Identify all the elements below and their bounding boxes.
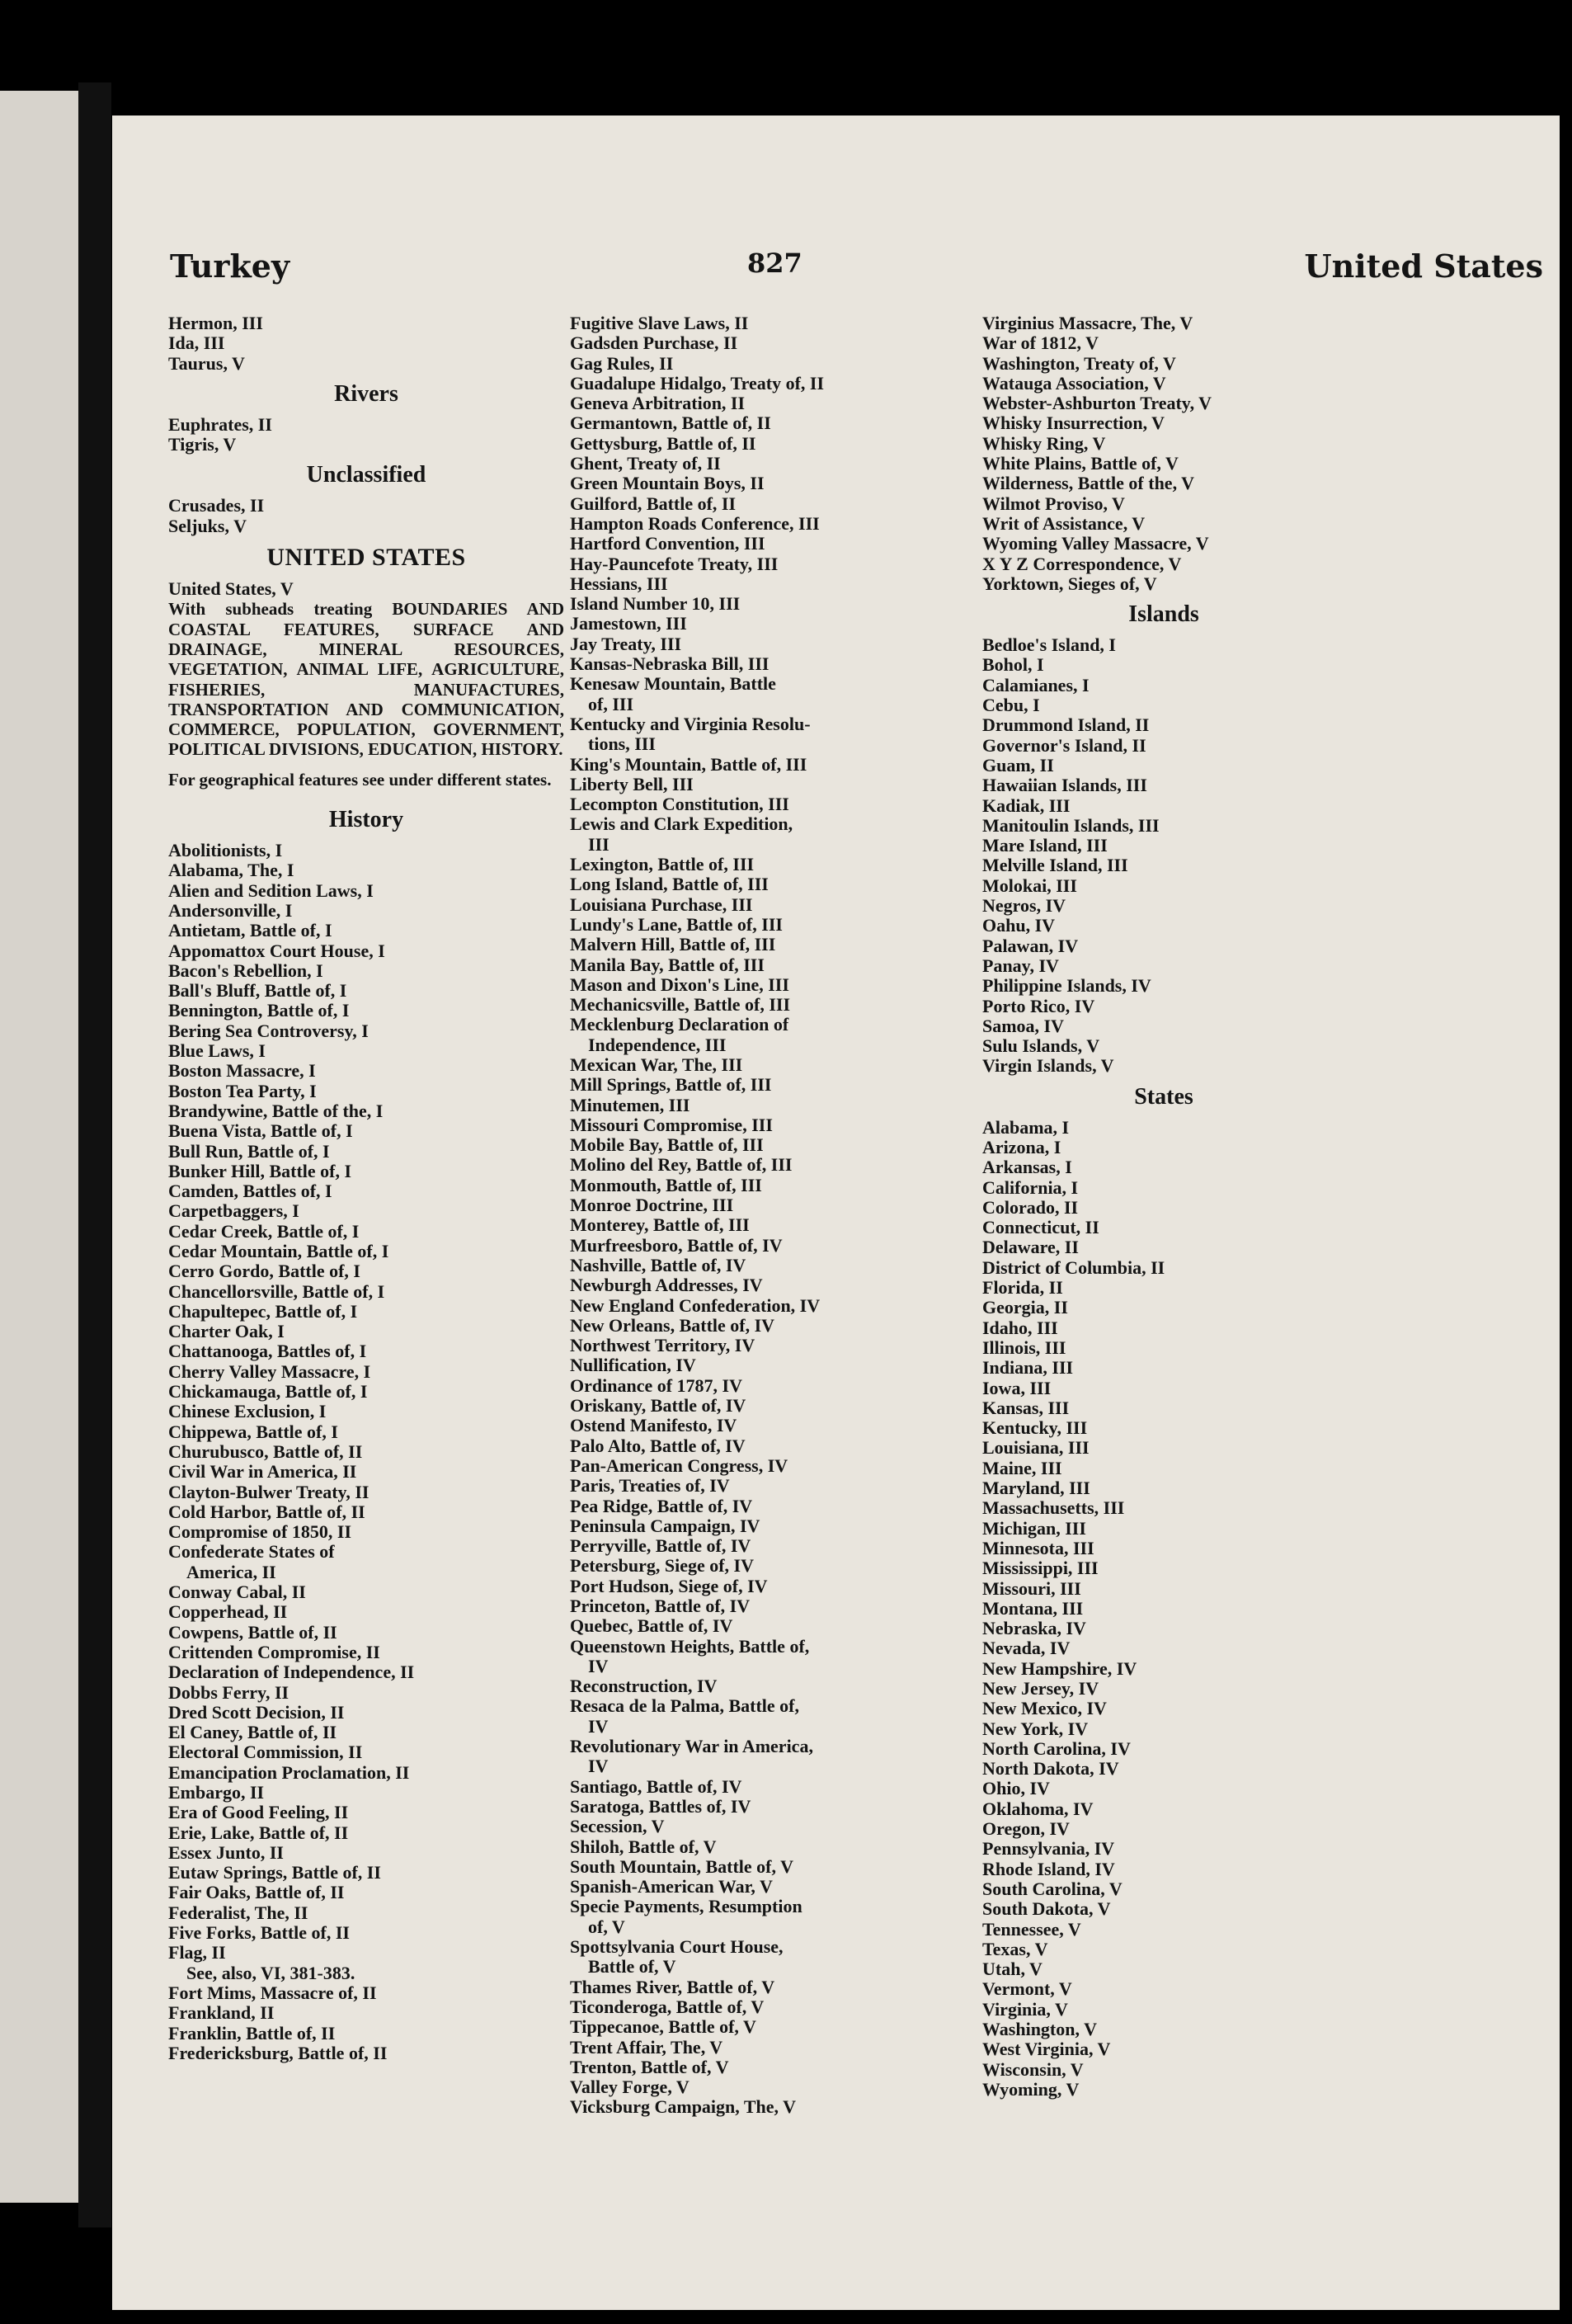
index-entry: Fredericksburg, Battle of, II: [168, 2042, 388, 2063]
index-entry: Kadiak, III: [982, 794, 1071, 816]
index-entry: Mason and Dixon's Line, III: [570, 973, 789, 995]
index-entry: Shiloh, Battle of, V: [570, 1836, 717, 1857]
index-entry: Oklahoma, IV: [982, 1798, 1094, 1819]
index-entry: Oriskany, Battle of, IV: [570, 1395, 746, 1417]
index-entry: Quebec, Battle of, IV: [570, 1615, 733, 1637]
index-entry: Molino del Rey, Battle of, III: [570, 1154, 793, 1176]
index-entry: Bacon's Rebellion, I: [168, 959, 323, 981]
index-entry: Iowa, III: [982, 1377, 1052, 1398]
index-entry: Connecticut, II: [982, 1217, 1099, 1238]
index-entry: Declaration of Independence, II: [168, 1662, 415, 1683]
index-entry: New Mexico, IV: [982, 1698, 1107, 1719]
index-entry: Gag Rules, II: [570, 352, 674, 374]
index-entry: Murfreesboro, Battle of, IV: [570, 1234, 783, 1256]
index-entry: Bohol, I: [982, 654, 1044, 676]
index-entry: North Dakota, IV: [982, 1758, 1119, 1780]
spacer: [168, 760, 564, 770]
index-entry: Hessians, III: [570, 573, 668, 594]
index-entry: Governor's Island, II: [982, 734, 1146, 756]
index-entry: Dobbs Ferry, II: [168, 1681, 289, 1703]
index-entry: Porto Rico, IV: [982, 995, 1095, 1016]
index-entry: Ghent, Treaty of, II: [570, 453, 721, 474]
index-entry: Kenesaw Mountain, Battle: [570, 673, 776, 695]
index-entry: Crittenden Compromise, II: [168, 1641, 380, 1662]
index-entry: Conway Cabal, II: [168, 1582, 306, 1603]
index-entry: Hawaiian Islands, III: [982, 775, 1147, 796]
index-entry-continuation: Independence, III: [588, 1034, 727, 1055]
index-entry: Hay-Pauncefote Treaty, III: [570, 553, 779, 574]
index-entry: Missouri, III: [982, 1577, 1081, 1599]
index-entry: South Carolina, V: [982, 1878, 1123, 1899]
index-entry: Princeton, Battle of, IV: [570, 1596, 751, 1616]
index-entry: Chickamauga, Battle of, I: [168, 1381, 368, 1402]
index-entry: Pan-American Congress, IV: [570, 1454, 788, 1476]
index-entry: Melville Island, III: [982, 855, 1128, 876]
index-entry: Flag, II: [168, 1942, 226, 1963]
index-entry: Panay, IV: [982, 955, 1059, 976]
index-entry: Louisiana Purchase, III: [570, 893, 753, 915]
index-entry: Lecompton Constitution, III: [570, 794, 789, 815]
index-entry: North Carolina, IV: [982, 1737, 1131, 1759]
index-entry: Mississippi, III: [982, 1558, 1099, 1579]
index-entry: Blue Laws, I: [168, 1040, 266, 1062]
index-entry: Washington, V: [982, 2019, 1097, 2040]
index-entry: Minnesota, III: [982, 1537, 1094, 1558]
index-entry-continuation: of, III: [588, 693, 634, 714]
index-entry: Taurus, V: [168, 352, 245, 374]
index-entry: Bull Run, Battle of, I: [168, 1140, 330, 1162]
index-entry: Lexington, Battle of, III: [570, 854, 755, 875]
subsection-heading: Islands: [1128, 601, 1199, 628]
page-number: 827: [747, 247, 802, 279]
index-entry: Dred Scott Decision, II: [168, 1701, 345, 1723]
index-entry-continuation: IV: [588, 1756, 609, 1777]
index-entry: Abolitionists, I: [168, 840, 283, 861]
index-entry: King's Mountain, Battle of, III: [570, 753, 807, 775]
index-entry: Confederate States of: [168, 1541, 335, 1563]
index-entry: Vermont, V: [982, 1978, 1072, 2000]
index-entry: Michigan, III: [982, 1517, 1086, 1539]
index-entry: Mecklenburg Declaration of: [570, 1014, 789, 1035]
index-entry: Kentucky, III: [982, 1417, 1088, 1439]
index-entry: Chapultepec, Battle of, I: [168, 1300, 358, 1322]
index-entry: Cedar Mountain, Battle of, I: [168, 1240, 389, 1261]
facing-page-edge: [0, 91, 78, 2203]
index-entry: Alabama, I: [982, 1116, 1070, 1138]
index-entry: Gettysburg, Battle of, II: [570, 432, 756, 454]
index-entry: Bennington, Battle of, I: [168, 1000, 350, 1021]
index-entry-continuation: IV: [588, 1715, 609, 1737]
index-entry: New Jersey, IV: [982, 1678, 1099, 1699]
page-gutter: [78, 82, 111, 2227]
index-entry: Erie, Lake, Battle of, II: [168, 1822, 349, 1843]
index-entry-continuation: III: [588, 833, 610, 855]
index-entry: Civil War in America, II: [168, 1461, 357, 1483]
index-entry-continuation: Battle of, V: [588, 1956, 676, 1978]
section-heading: UNITED STATES: [266, 544, 466, 572]
index-entry: Andersonville, I: [168, 899, 293, 921]
subsection-heading: States: [1134, 1083, 1193, 1110]
index-entry: Compromise of 1850, II: [168, 1521, 352, 1543]
index-entry: El Caney, Battle of, II: [168, 1722, 337, 1743]
index-entry: Clayton-Bulwer Treaty, II: [168, 1481, 369, 1502]
index-entry: Yorktown, Sieges of, V: [982, 573, 1157, 594]
index-entry: Drummond Island, II: [982, 714, 1150, 736]
index-entry: West Virginia, V: [982, 2039, 1111, 2060]
index-entry: Fort Mims, Massacre of, II: [168, 1982, 377, 2003]
index-entry: Nevada, IV: [982, 1638, 1071, 1659]
index-entry: Pea Ridge, Battle of, IV: [570, 1495, 753, 1516]
index-entry-continuation: of, V: [588, 1916, 625, 1937]
index-entry: Resaca de la Palma, Battle of,: [570, 1695, 799, 1717]
index-entry: Specie Payments, Resumption: [570, 1896, 802, 1917]
running-head-left: Turkey: [170, 247, 290, 285]
index-entry: Nullification, IV: [570, 1355, 696, 1376]
index-page: [112, 115, 1560, 2310]
index-entry: Jay Treaty, III: [570, 633, 682, 654]
index-entry: War of 1812, V: [982, 332, 1099, 354]
index-entry: Petersburg, Siege of, IV: [570, 1555, 755, 1577]
index-entry: Wilderness, Battle of the, V: [982, 473, 1195, 494]
index-entry: Wilmot Proviso, V: [982, 493, 1125, 514]
index-entry: Chinese Exclusion, I: [168, 1401, 327, 1422]
index-entry: Oregon, IV: [982, 1818, 1070, 1840]
index-entry: Euphrates, II: [168, 413, 272, 435]
index-entry: Guilford, Battle of, II: [570, 493, 737, 514]
index-entry: Newburgh Addresses, IV: [570, 1275, 763, 1296]
index-entry: Frankland, II: [168, 2002, 275, 2024]
index-entry: Tippecanoe, Battle of, V: [570, 2016, 756, 2038]
index-entry: Nebraska, IV: [982, 1618, 1086, 1639]
index-entry: Webster-Ashburton Treaty, V: [982, 393, 1212, 414]
index-entry: Kentucky and Virginia Resolu-: [570, 713, 811, 734]
index-entry: Camden, Battles of, I: [168, 1181, 332, 1202]
index-entry: Colorado, II: [982, 1196, 1079, 1218]
index-entry: Era of Good Feeling, II: [168, 1802, 349, 1823]
index-entry: Five Forks, Battle of, II: [168, 1922, 350, 1944]
index-entry: Calamianes, I: [982, 674, 1090, 695]
index-entry: New Hampshire, IV: [982, 1657, 1137, 1679]
index-entry: Geneva Arbitration, II: [570, 393, 746, 414]
index-entry: Jamestown, III: [570, 613, 687, 634]
subsection-heading: Rivers: [334, 380, 398, 407]
index-entry: Missouri Compromise, III: [570, 1114, 773, 1135]
index-entry: Valley Forge, V: [570, 2077, 690, 2098]
index-entry: Queenstown Heights, Battle of,: [570, 1635, 810, 1657]
index-entry: Nashville, Battle of, IV: [570, 1254, 746, 1275]
index-entry: Thames River, Battle of, V: [570, 1976, 775, 1997]
index-entry: South Mountain, Battle of, V: [570, 1855, 793, 1877]
index-entry: Gadsden Purchase, II: [570, 332, 738, 354]
index-entry: Eutaw Springs, Battle of, II: [168, 1862, 381, 1883]
index-entry: Negros, IV: [982, 895, 1066, 917]
index-entry: Boston Tea Party, I: [168, 1080, 317, 1101]
index-entry: Lewis and Clark Expedition,: [570, 813, 793, 835]
index-entry: Ticonderoga, Battle of, V: [570, 1996, 765, 2017]
index-entry: Tigris, V: [168, 434, 237, 455]
index-entry: Fugitive Slave Laws, II: [570, 313, 749, 333]
index-entry: Watauga Association, V: [982, 372, 1166, 394]
index-entry: New York, IV: [982, 1718, 1089, 1739]
index-entry: Northwest Territory, IV: [570, 1335, 755, 1356]
index-entry: Cebu, I: [982, 695, 1040, 716]
index-entry: Charter Oak, I: [168, 1321, 285, 1342]
index-column-3: [982, 313, 1345, 2100]
index-entry: Mill Springs, Battle of, III: [570, 1074, 772, 1096]
index-entry: Brandywine, Battle of the, I: [168, 1100, 384, 1121]
index-entry: Crusades, II: [168, 495, 265, 516]
note-paragraph: For geographical features see under different states.: [168, 769, 552, 790]
index-entry: Bunker Hill, Battle of, I: [168, 1160, 352, 1181]
index-entry: Georgia, II: [982, 1297, 1068, 1318]
index-entry-continuation: IV: [588, 1655, 609, 1676]
index-entry: Mobile Bay, Battle of, III: [570, 1134, 764, 1156]
index-entry: White Plains, Battle of, V: [982, 453, 1179, 474]
index-entry: Bedloe's Island, I: [982, 634, 1116, 656]
index-entry: Saratoga, Battles of, IV: [570, 1795, 751, 1817]
index-entry: Cold Harbor, Battle of, II: [168, 1501, 365, 1522]
index-entry: Montana, III: [982, 1597, 1084, 1619]
index-entry: Long Island, Battle of, III: [570, 874, 769, 895]
index-entry: Liberty Bell, III: [570, 773, 694, 794]
index-entry: Kansas-Nebraska Bill, III: [570, 653, 770, 675]
index-entry: Secession, V: [570, 1816, 665, 1837]
index-entry: Maryland, III: [982, 1478, 1090, 1499]
index-entry: Alien and Sedition Laws, I: [168, 879, 374, 901]
index-entry: Revolutionary War in America,: [570, 1736, 813, 1757]
spacer: [168, 790, 564, 799]
index-entry: United States, V: [168, 578, 294, 600]
index-entry-continuation: America, II: [186, 1561, 276, 1582]
index-entry: Hartford Convention, III: [570, 533, 765, 554]
index-entry: Virgin Islands, V: [982, 1055, 1114, 1077]
index-entry: Utah, V: [982, 1959, 1043, 1980]
index-entry: Wyoming Valley Massacre, V: [982, 533, 1209, 554]
index-entry: Embargo, II: [168, 1782, 265, 1803]
index-entry-continuation: See, also, VI, 381-383.: [186, 1962, 355, 1983]
index-entry: Seljuks, V: [168, 515, 247, 536]
index-entry: Cherry Valley Massacre, I: [168, 1360, 371, 1382]
index-entry-continuation: tions, III: [588, 733, 656, 755]
index-entry: Minutemen, III: [570, 1094, 690, 1115]
index-entry: Illinois, III: [982, 1336, 1066, 1358]
index-entry: Franklin, Battle of, II: [168, 2022, 336, 2044]
index-entry: Port Hudson, Siege of, IV: [570, 1575, 768, 1596]
index-entry: Maine, III: [982, 1457, 1062, 1478]
index-entry: Delaware, II: [982, 1237, 1079, 1258]
note-paragraph: With subheads treating BOUNDARIES AND COASTAL FEATURES, SURFACE AND DRAINAGE, MINERAL RESOURCES, VEGETATION, ANIMAL LIFE, AGRICULTURE, FISHERIES, MANUFACTURES, TRANSPORTATION AND COMMUNICATION, COMMERCE, POPULATION, GOVERNMENT, POLITICAL DIVISIONS, EDUCATION, HISTORY.: [168, 599, 564, 760]
index-entry: Samoa, IV: [982, 1015, 1065, 1036]
index-entry: Federalist, The, II: [168, 1902, 308, 1923]
index-entry: Hermon, III: [168, 313, 263, 333]
index-entry: Molokai, III: [982, 874, 1077, 896]
index-entry: Fair Oaks, Battle of, II: [168, 1882, 345, 1903]
running-head-right: United States: [1304, 247, 1543, 285]
index-entry: Kansas, III: [982, 1397, 1070, 1418]
index-entry: Rhode Island, IV: [982, 1858, 1115, 1879]
index-entry: Vicksburg Campaign, The, V: [570, 2096, 797, 2118]
index-entry: Antietam, Battle of, I: [168, 920, 332, 941]
index-entry: Washington, Treaty of, V: [982, 352, 1176, 374]
index-entry: Copperhead, II: [168, 1601, 288, 1623]
index-entry: Spanish-American War, V: [570, 1876, 773, 1897]
index-entry: Manitoulin Islands, III: [982, 814, 1160, 836]
index-entry: Virginius Massacre, The, V: [982, 313, 1193, 333]
index-entry: Pennsylvania, IV: [982, 1838, 1115, 1860]
index-entry: Bering Sea Controversy, I: [168, 1020, 369, 1041]
index-entry: Carpetbaggers, I: [168, 1200, 299, 1222]
index-entry: Massachusetts, III: [982, 1497, 1125, 1519]
index-entry: Mechanicsville, Battle of, III: [570, 994, 791, 1016]
index-entry: Indiana, III: [982, 1357, 1074, 1379]
index-entry: Spottsylvania Court House,: [570, 1936, 784, 1958]
index-entry: Perryville, Battle of, IV: [570, 1535, 751, 1557]
index-entry: Palo Alto, Battle of, IV: [570, 1435, 746, 1456]
index-column-2: [570, 313, 949, 2118]
index-entry: Electoral Commission, II: [168, 1742, 363, 1763]
index-column-1: [168, 313, 564, 2063]
index-entry: Island Number 10, III: [570, 593, 741, 615]
index-entry: Alabama, The, I: [168, 860, 294, 881]
index-entry: Whisky Insurrection, V: [982, 412, 1165, 434]
index-entry: Peninsula Campaign, IV: [570, 1515, 760, 1536]
index-entry: Virginia, V: [982, 1998, 1068, 2020]
index-entry: Palawan, IV: [982, 935, 1079, 956]
index-entry: Mare Island, III: [982, 835, 1108, 856]
index-entry: Germantown, Battle of, II: [570, 412, 771, 434]
index-entry: Arkansas, I: [982, 1157, 1072, 1178]
index-entry: Santiago, Battle of, IV: [570, 1775, 742, 1797]
index-entry: Chattanooga, Battles of, I: [168, 1341, 367, 1362]
index-entry: California, I: [982, 1176, 1079, 1198]
index-entry: Lundy's Lane, Battle of, III: [570, 913, 783, 935]
index-entry: Green Mountain Boys, II: [570, 473, 765, 494]
index-entry: Mexican War, The, III: [570, 1054, 743, 1075]
index-entry: Tennessee, V: [982, 1918, 1081, 1940]
index-entry: Louisiana, III: [982, 1437, 1090, 1459]
index-entry: Ohio, IV: [982, 1778, 1050, 1799]
index-entry: Wisconsin, V: [982, 2058, 1084, 2080]
index-entry: Idaho, III: [982, 1317, 1058, 1338]
index-entry: Arizona, I: [982, 1136, 1061, 1157]
index-entry: Appomattox Court House, I: [168, 940, 385, 961]
index-entry: Oahu, IV: [982, 915, 1056, 936]
index-entry: Whisky Ring, V: [982, 432, 1106, 454]
index-entry: Writ of Assistance, V: [982, 512, 1146, 534]
index-entry: Trenton, Battle of, V: [570, 2056, 729, 2077]
index-entry: Hampton Roads Conference, III: [570, 512, 820, 534]
index-entry: Cerro Gordo, Battle of, I: [168, 1261, 360, 1282]
index-entry: Reconstruction, IV: [570, 1676, 718, 1697]
index-entry: Monroe Doctrine, III: [570, 1195, 734, 1216]
index-entry: Ball's Bluff, Battle of, I: [168, 980, 347, 1002]
index-entry: New England Confederation, IV: [570, 1294, 821, 1316]
index-entry: Texas, V: [982, 1938, 1048, 1959]
index-entry: Churubusco, Battle of, II: [168, 1440, 363, 1462]
index-entry: Emancipation Proclamation, II: [168, 1761, 410, 1783]
index-entry: Guam, II: [982, 754, 1054, 775]
index-entry: Cedar Creek, Battle of, I: [168, 1220, 360, 1242]
index-entry: Paris, Treaties of, IV: [570, 1475, 730, 1497]
index-entry: Sulu Islands, V: [982, 1035, 1100, 1057]
index-entry: Essex Junto, II: [168, 1841, 284, 1863]
index-entry: Trent Affair, The, V: [570, 2036, 723, 2058]
index-entry: Manila Bay, Battle of, III: [570, 954, 765, 975]
index-entry: Malvern Hill, Battle of, III: [570, 934, 776, 955]
index-entry: District of Columbia, II: [982, 1256, 1165, 1278]
index-entry: Monmouth, Battle of, III: [570, 1174, 762, 1195]
index-entry: Ostend Manifesto, IV: [570, 1415, 737, 1436]
index-entry: X Y Z Correspondence, V: [982, 553, 1182, 574]
index-entry: Cowpens, Battle of, II: [168, 1621, 337, 1643]
index-entry: Chancellorsville, Battle of, I: [168, 1280, 385, 1302]
index-entry: Florida, II: [982, 1277, 1063, 1299]
subsection-heading: History: [328, 807, 404, 833]
index-entry: Ida, III: [168, 332, 225, 354]
index-entry: Ordinance of 1787, IV: [570, 1374, 742, 1396]
index-entry: Chippewa, Battle of, I: [168, 1421, 338, 1442]
index-entry: Boston Massacre, I: [168, 1060, 316, 1082]
index-entry: Philippine Islands, IV: [982, 975, 1151, 997]
index-entry: Guadalupe Hidalgo, Treaty of, II: [570, 372, 825, 394]
subsection-heading: Unclassified: [306, 462, 426, 488]
index-entry: New Orleans, Battle of, IV: [570, 1314, 775, 1336]
index-entry: Monterey, Battle of, III: [570, 1214, 750, 1236]
index-entry: Buena Vista, Battle of, I: [168, 1120, 353, 1142]
index-entry: Wyoming, V: [982, 2078, 1080, 2100]
index-entry: South Dakota, V: [982, 1898, 1111, 1920]
